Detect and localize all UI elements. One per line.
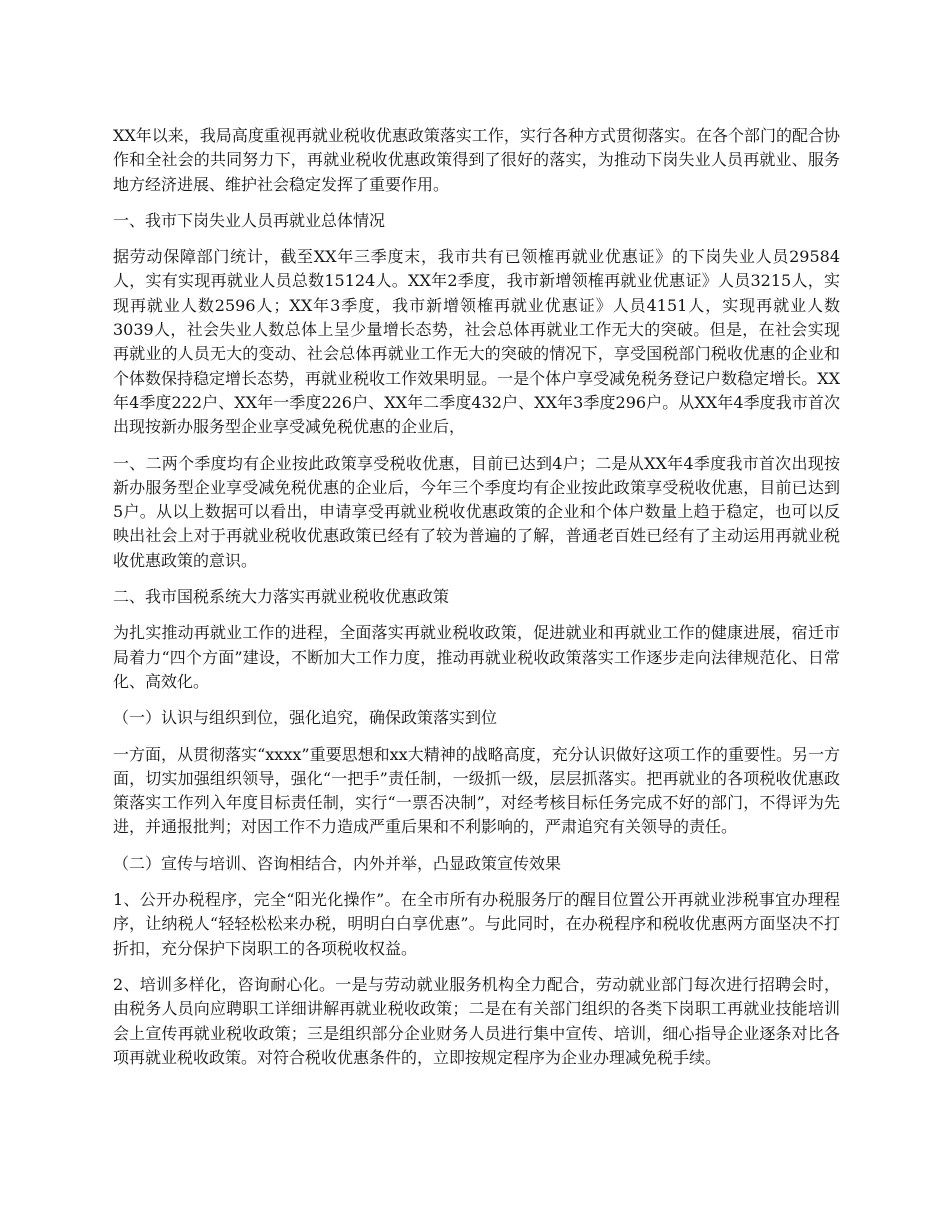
policy-paragraph: 为扎实推动再就业工作的进程，全面落实再就业税收政策，促进就业和再就业工作的健康进展，宿迁市局着力“四个方面”建设，不断加大工作力度，推动再就业税收政策落实工作逐步走向法律规范化、日常化、高效化。 xyxy=(113,623,840,691)
item-1-paragraph: 1、公开办税程序，完全“阳光化操作”。在全市所有办税服务厅的醒目位置公开再就业涉税事宜办理程序，让纳税人“轻轻松松来办税，明明白白享优惠”。与此同时，在办税程序和税收优惠两方面坚决不打折扣，充分保护下岗职工的各项税收权益。 xyxy=(113,890,840,958)
item-2-paragraph: 2、培训多样化，咨询耐心化。一是与劳动就业服务机构全力配合，劳动就业部门每次进行招聘会时，由税务人员向应聘职工详细讲解再就业税收政策；二是在有关部门组织的各类下岗职工再就业技能培训会上宣传再就业税收政策；三是组织部分企业财务人员进行集中宣传、培训，细心指导企业逐条对比各项再就业税收政策。对符合税收优惠条件的，立即按规定程序为企业办理减免税手续。 xyxy=(113,974,840,1067)
statistics-continued-paragraph: 一、二两个季度均有企业按此政策享受税收优惠，目前已达到4户；二是从XX年4季度我市首次出现按新办服务型企业享受减免税优惠的企业后，今年三个季度均有企业按此政策享受税收优惠，目前已达到5户。从以上数据可以看出，申请享受再就业税收优惠政策的企业和个体户数量上趋于稳定，也可以反映出社会上对于再就业税收优惠政策已经有了较为普遍的了解，普通老百姓已经有了主动运用再就业税收优惠政策的意识。 xyxy=(113,453,840,570)
section-heading-2: 二、我市国税系统大力落实再就业税收优惠政策 xyxy=(113,587,450,607)
organization-paragraph: 一方面，从贯彻落实“xxxx”重要思想和xx大精神的战略高度，充分认识做好这项工作的重要性。另一方面，切实加强组织领导，强化“一把手”责任制，一级抓一级，层层抓落实。把再就业的各项税收优惠政策落实工作列入年度目标责任制，实行“一票否决制”，对经考核目标任务完成不好的部门，不得评为先进，并通报批判；对因工作不力造成严重后果和不利影响的，严肃追究有关领导的责任。 xyxy=(113,744,840,837)
subsection-heading-1: （一）认识与组织到位，强化追究，确保政策落实到位 xyxy=(113,708,498,728)
document-body xyxy=(113,124,840,1082)
statistics-paragraph: 据劳动保障部门统计，截至XX年三季度末，我市共有已领榷再就业优惠证》的下岗失业人员29584人，实有实现再就业人员总数15124人。XX年2季度，我市新增领榷再就业优惠证》人员3215人，实现再就业人数2596人；XX年3季度，我市新增领榷再就业优惠证》人员4151人，实现再就业人数3039人，社会失业人数总体上呈少量增长态势，社会总体再就业工作无大的突破。但是，在社会实现再就业的人员无大的变动、社会总体再就业工作无大的突破的情况下，享受国税部门税收优惠的企业和个体数保持稳定增长态势，再就业税收工作效果明显。一是个体户享受减免税务登记户数稳定增长。XX年4季度222户、XX年一季度226户、XX年二季度432户、XX年3季度296户。从XX年4季度我市首次出现按新办服务型企业享受减免税优惠的企业后， xyxy=(113,247,840,437)
intro-paragraph: XX年以来，我局高度重视再就业税收优惠政策落实工作，实行各种方式贯彻落实。在各个部门的配合协作和全社会的共同努力下，再就业税收优惠政策得到了很好的落实，为推动下岗失业人员再就业、服务地方经济进展、维护社会稳定发挥了重要作用。 xyxy=(113,126,840,194)
subsection-heading-2: （二）宣传与培训、咨询相结合，内外并举，凸显政策宣传效果 xyxy=(113,853,562,873)
section-heading-1: 一、我市下岗失业人员再就业总体情况 xyxy=(113,210,386,230)
